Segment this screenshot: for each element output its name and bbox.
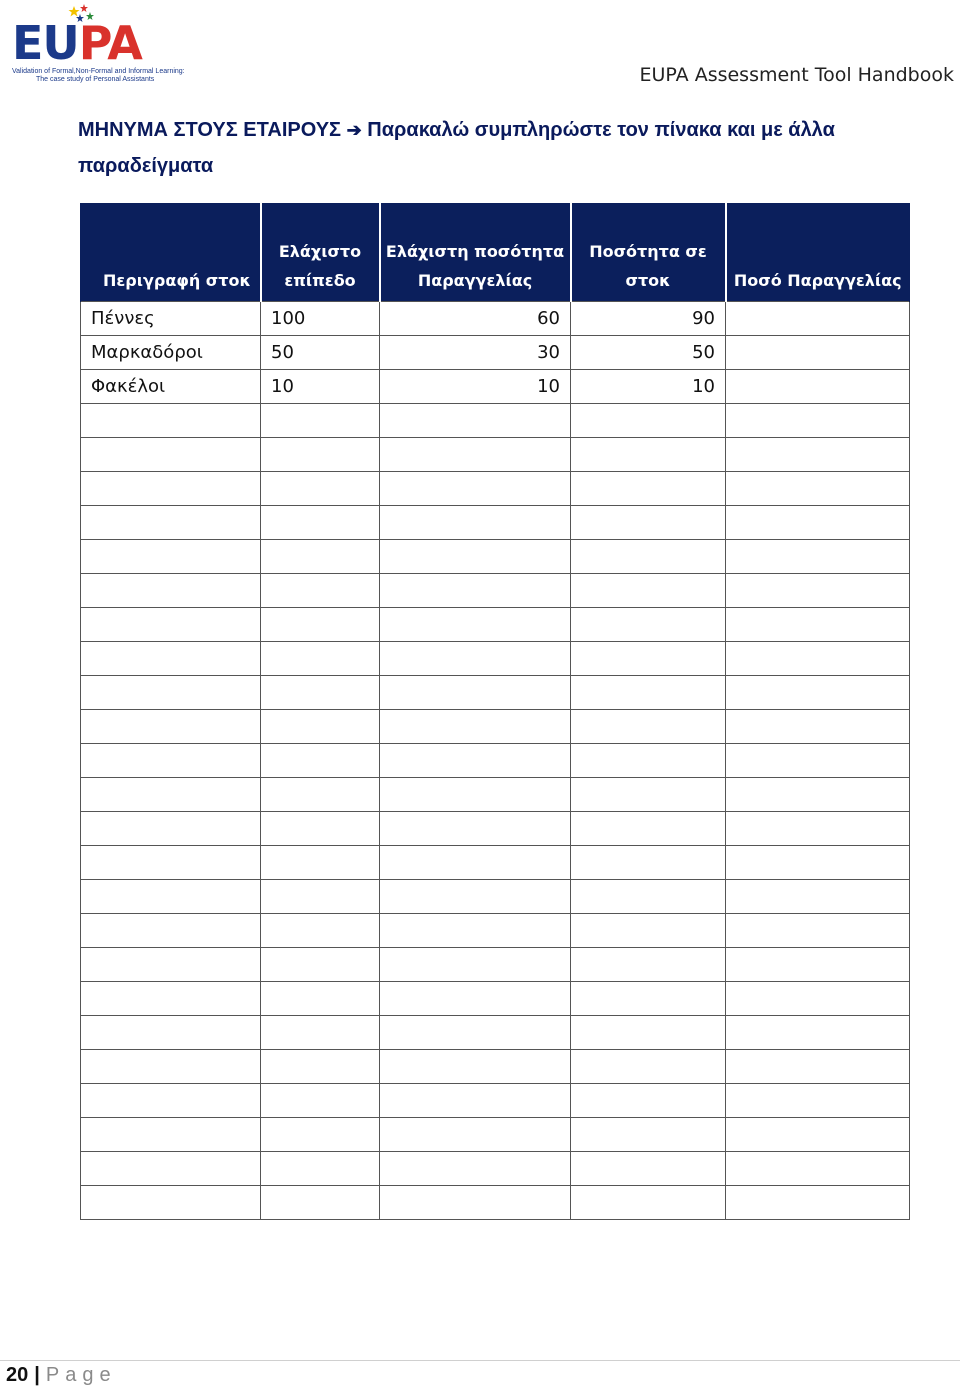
table-cell-empty bbox=[81, 642, 261, 676]
table-cell-empty bbox=[571, 438, 726, 472]
message-text: Παρακαλώ συμπληρώστε τον πίνακα και με άλλα παραδείγματα bbox=[78, 119, 835, 177]
table-cell-empty bbox=[571, 472, 726, 506]
table-cell-empty bbox=[81, 608, 261, 642]
table-cell: Φακέλοι bbox=[81, 370, 261, 404]
table-cell-empty bbox=[81, 540, 261, 574]
table-cell-empty bbox=[571, 1050, 726, 1084]
header-order-amount: Ποσό Παραγγελίας bbox=[726, 203, 910, 302]
table-cell-empty bbox=[726, 1152, 910, 1186]
table-header-row bbox=[81, 203, 910, 302]
table-cell-empty bbox=[380, 1118, 571, 1152]
table-cell-empty bbox=[571, 948, 726, 982]
table-cell-empty bbox=[571, 540, 726, 574]
table-row-empty bbox=[81, 676, 910, 710]
table-cell-empty bbox=[81, 1152, 261, 1186]
table-cell-empty bbox=[726, 982, 910, 1016]
table-row-empty bbox=[81, 404, 910, 438]
table-cell-empty bbox=[261, 914, 380, 948]
table-cell-empty bbox=[81, 948, 261, 982]
logo-pa-text: PA bbox=[78, 16, 142, 70]
table-cell-empty bbox=[571, 1152, 726, 1186]
table-cell-empty bbox=[81, 846, 261, 880]
table-cell-empty bbox=[81, 472, 261, 506]
table-row-empty bbox=[81, 1118, 910, 1152]
logo-eu-text: EU bbox=[12, 16, 79, 70]
table-cell-empty bbox=[571, 778, 726, 812]
table-cell: 100 bbox=[261, 302, 380, 336]
table-cell-empty bbox=[726, 846, 910, 880]
table-cell-empty bbox=[261, 982, 380, 1016]
table-cell-empty bbox=[81, 1084, 261, 1118]
table-cell-empty bbox=[380, 948, 571, 982]
table-cell-empty bbox=[726, 1118, 910, 1152]
table-cell-empty bbox=[571, 404, 726, 438]
table-cell-empty bbox=[261, 1016, 380, 1050]
header-stock-description: Περιγραφή στοκ bbox=[81, 203, 261, 302]
table-cell: 10 bbox=[571, 370, 726, 404]
table-cell-empty bbox=[261, 438, 380, 472]
table-cell-empty bbox=[726, 744, 910, 778]
table-cell-empty bbox=[571, 506, 726, 540]
page-label: Page bbox=[45, 1364, 117, 1386]
table-row-empty bbox=[81, 608, 910, 642]
table-row-empty bbox=[81, 710, 910, 744]
table-cell-empty bbox=[571, 1186, 726, 1220]
table-cell-empty bbox=[261, 608, 380, 642]
table-cell-empty bbox=[571, 642, 726, 676]
page-footer bbox=[6, 1364, 117, 1387]
table-cell-empty bbox=[380, 676, 571, 710]
table-cell-empty bbox=[726, 1050, 910, 1084]
table-cell-empty bbox=[81, 880, 261, 914]
table-cell: 10 bbox=[380, 370, 571, 404]
table-cell-empty bbox=[726, 438, 910, 472]
table-cell-empty bbox=[81, 1016, 261, 1050]
table-cell-empty bbox=[571, 1084, 726, 1118]
message-label: ΜΗΝΥΜΑ ΣΤΟΥΣ ΕΤΑΙΡΟΥΣ bbox=[78, 119, 342, 141]
page-number: 20 bbox=[6, 1364, 29, 1386]
table-row-empty bbox=[81, 948, 910, 982]
table-cell-empty bbox=[81, 676, 261, 710]
table-cell: 50 bbox=[261, 336, 380, 370]
table-cell-empty bbox=[380, 1050, 571, 1084]
table-cell-empty bbox=[81, 982, 261, 1016]
logo-subtitle-1: Validation of Formal,Non-Formal and Informal Learning: bbox=[12, 68, 185, 75]
table-cell bbox=[726, 302, 910, 336]
table-cell-empty bbox=[261, 812, 380, 846]
table-row-empty bbox=[81, 506, 910, 540]
table-cell-empty bbox=[726, 506, 910, 540]
table-cell-empty bbox=[81, 778, 261, 812]
table-cell: 60 bbox=[380, 302, 571, 336]
table-cell-empty bbox=[726, 472, 910, 506]
table-cell-empty bbox=[571, 812, 726, 846]
header-minimum-level: Ελάχιστο επίπεδο bbox=[261, 203, 380, 302]
table-cell-empty bbox=[380, 472, 571, 506]
table-cell-empty bbox=[81, 506, 261, 540]
table-cell-empty bbox=[261, 948, 380, 982]
table-cell-empty bbox=[726, 404, 910, 438]
table-cell-empty bbox=[726, 778, 910, 812]
table-cell-empty bbox=[261, 846, 380, 880]
table-cell-empty bbox=[380, 1152, 571, 1186]
table-cell-empty bbox=[261, 642, 380, 676]
table-cell-empty bbox=[261, 404, 380, 438]
table-cell-empty bbox=[571, 880, 726, 914]
table-cell-empty bbox=[380, 506, 571, 540]
table-cell-empty bbox=[571, 846, 726, 880]
table-cell-empty bbox=[261, 676, 380, 710]
table-cell-empty bbox=[380, 982, 571, 1016]
table-cell-empty bbox=[726, 574, 910, 608]
header-minimum-order-quantity: Ελάχιστη ποσότητα Παραγγελίας bbox=[380, 203, 571, 302]
table-cell-empty bbox=[380, 540, 571, 574]
table-cell-empty bbox=[261, 472, 380, 506]
table-cell-empty bbox=[380, 404, 571, 438]
table-cell: Πέννες bbox=[81, 302, 261, 336]
table-cell-empty bbox=[571, 710, 726, 744]
table-cell-empty bbox=[571, 1016, 726, 1050]
table-row-empty bbox=[81, 540, 910, 574]
header-quantity-in-stock: Ποσότητα σε στοκ bbox=[571, 203, 726, 302]
table-cell-empty bbox=[571, 914, 726, 948]
table-row-empty bbox=[81, 812, 910, 846]
table-cell-empty bbox=[81, 744, 261, 778]
table-cell-empty bbox=[726, 914, 910, 948]
table-row bbox=[81, 302, 910, 336]
table-cell: 30 bbox=[380, 336, 571, 370]
table-cell-empty bbox=[571, 744, 726, 778]
table-cell-empty bbox=[81, 1118, 261, 1152]
table-cell-empty bbox=[726, 1084, 910, 1118]
table-row-empty bbox=[81, 778, 910, 812]
table-cell-empty bbox=[380, 744, 571, 778]
handbook-title: EUPA Assessment Tool Handbook bbox=[639, 64, 954, 86]
table-cell-empty bbox=[726, 1186, 910, 1220]
table-cell-empty bbox=[380, 812, 571, 846]
table-cell-empty bbox=[380, 880, 571, 914]
table-cell-empty bbox=[380, 1186, 571, 1220]
table-cell-empty bbox=[380, 846, 571, 880]
table-cell-empty bbox=[261, 1050, 380, 1084]
table-cell-empty bbox=[380, 710, 571, 744]
table-row-empty bbox=[81, 642, 910, 676]
table-cell-empty bbox=[81, 438, 261, 472]
table-cell: 90 bbox=[571, 302, 726, 336]
table-row-empty bbox=[81, 1016, 910, 1050]
footer-separator: | bbox=[34, 1364, 40, 1386]
table-row-empty bbox=[81, 574, 910, 608]
table-cell-empty bbox=[726, 710, 910, 744]
table-cell-empty bbox=[261, 506, 380, 540]
stock-table bbox=[80, 203, 910, 1220]
table-cell-empty bbox=[571, 1118, 726, 1152]
table-row-empty bbox=[81, 1050, 910, 1084]
table-row-empty bbox=[81, 1152, 910, 1186]
table-row-empty bbox=[81, 846, 910, 880]
table-row-empty bbox=[81, 1084, 910, 1118]
table-cell-empty bbox=[81, 710, 261, 744]
table-cell-empty bbox=[81, 812, 261, 846]
table-cell-empty bbox=[81, 574, 261, 608]
logo-subtitle-2: The case study of Personal Assistants bbox=[36, 76, 155, 83]
table-cell-empty bbox=[726, 540, 910, 574]
table-cell-empty bbox=[261, 540, 380, 574]
partner-message bbox=[78, 112, 918, 184]
table-cell-empty bbox=[726, 642, 910, 676]
table-row-empty bbox=[81, 1186, 910, 1220]
table-cell-empty bbox=[571, 574, 726, 608]
table-cell-empty bbox=[261, 1084, 380, 1118]
table-cell-empty bbox=[261, 880, 380, 914]
table-cell-empty bbox=[380, 438, 571, 472]
table-cell-empty bbox=[726, 948, 910, 982]
table-cell-empty bbox=[261, 1118, 380, 1152]
table-row-empty bbox=[81, 438, 910, 472]
table-cell-empty bbox=[726, 676, 910, 710]
table-row-empty bbox=[81, 744, 910, 778]
table-row-empty bbox=[81, 880, 910, 914]
table-cell-empty bbox=[380, 1084, 571, 1118]
table-cell-empty bbox=[380, 574, 571, 608]
table-cell-empty bbox=[726, 1016, 910, 1050]
table-cell-empty bbox=[726, 608, 910, 642]
table-cell-empty bbox=[571, 676, 726, 710]
footer-divider bbox=[0, 1360, 960, 1361]
table-row-empty bbox=[81, 914, 910, 948]
table-cell-empty bbox=[380, 778, 571, 812]
table-cell-empty bbox=[81, 1186, 261, 1220]
arrow-right-icon: ➔ bbox=[346, 120, 362, 140]
table-cell-empty bbox=[261, 1152, 380, 1186]
table-cell-empty bbox=[81, 1050, 261, 1084]
table-cell: 10 bbox=[261, 370, 380, 404]
table-cell: Μαρκαδόροι bbox=[81, 336, 261, 370]
table-cell-empty bbox=[261, 1186, 380, 1220]
table-cell-empty bbox=[380, 642, 571, 676]
table-cell-empty bbox=[380, 914, 571, 948]
table-cell-empty bbox=[726, 880, 910, 914]
table-cell-empty bbox=[261, 710, 380, 744]
table-cell-empty bbox=[726, 812, 910, 846]
table-row bbox=[81, 336, 910, 370]
table-cell-empty bbox=[380, 1016, 571, 1050]
table-cell bbox=[726, 336, 910, 370]
table-cell-empty bbox=[81, 914, 261, 948]
table-cell-empty bbox=[261, 778, 380, 812]
table-cell-empty bbox=[380, 608, 571, 642]
table-cell-empty bbox=[571, 982, 726, 1016]
table-cell bbox=[726, 370, 910, 404]
table-cell-empty bbox=[571, 608, 726, 642]
table-row bbox=[81, 370, 910, 404]
table-cell-empty bbox=[261, 744, 380, 778]
table-row-empty bbox=[81, 982, 910, 1016]
table-cell: 50 bbox=[571, 336, 726, 370]
table-cell-empty bbox=[81, 404, 261, 438]
table-row-empty bbox=[81, 472, 910, 506]
table-cell-empty bbox=[261, 574, 380, 608]
eupa-logo bbox=[10, 4, 185, 84]
